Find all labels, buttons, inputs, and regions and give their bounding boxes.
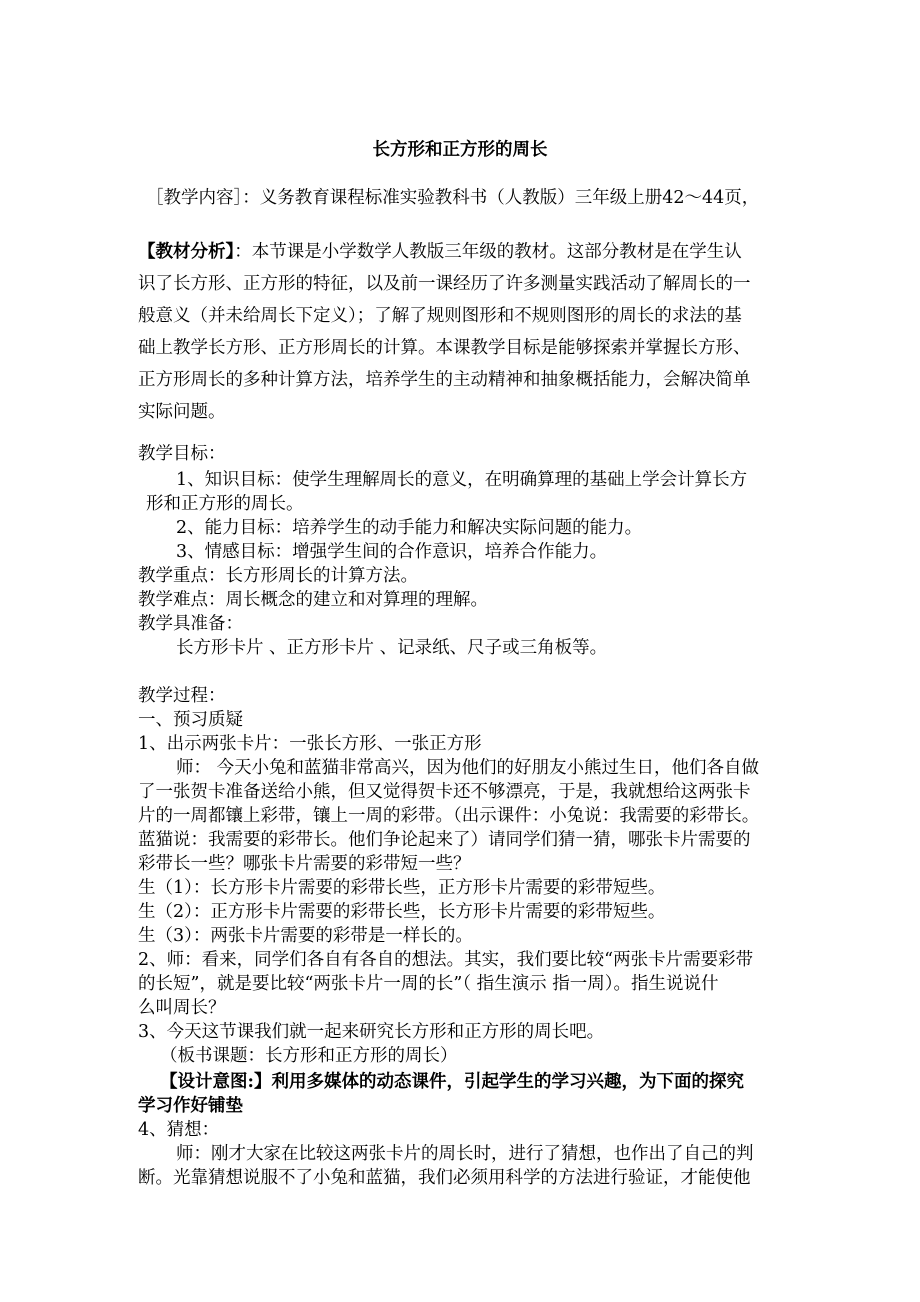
analysis-line-5: 正方形周长的多种计算方法，培养学生的主动精神和抽象概括能力，会解决简单 (138, 370, 751, 390)
teacher-line-4: 蓝猫说：我需要的彩带长。他们争论起来了）请同学们猜一猜，哪张卡片需要的 (138, 830, 751, 850)
analysis-label: 【教材分析】 (138, 242, 235, 262)
step-2-line-1: 2、师：看来，同学们各自有各自的想法。其实，我们要比较“两张卡片需要彩带 (138, 950, 754, 970)
step-4: 4、猜想： (138, 1120, 220, 1140)
materials-list: 长方形卡片 、正方形卡片 、记录纸、尺子或三角板等。 (176, 638, 608, 658)
document-title: 长方形和正方形的周长 (372, 140, 548, 160)
guess-line-1: 师：刚才大家在比较这两张卡片的周长时，进行了猜想，也作出了自己的判 (176, 1144, 754, 1164)
guess-line-2: 断。光靠猜想说服不了小兔和蓝猫，我们必须用科学的方法进行验证，才能使他 (138, 1168, 751, 1188)
goal-ability: 2、能力目标：培养学生的动手能力和解决实际问题的能力。 (176, 518, 643, 538)
student-answer-3: 生（3）：两张卡片需要的彩带是一样长的。 (138, 926, 473, 946)
analysis-line-3: 般意义（并未给周长下定义）；了解了规则图形和不规则图形的周长的求法的基 (138, 306, 742, 326)
goals-heading: 教学目标： (138, 444, 226, 464)
process-heading: 教学过程： (138, 686, 226, 706)
analysis-line-2: 识了长方形、正方形的特征，以及前一课经历了许多测量实践活动了解周长的一 (138, 274, 751, 294)
student-answer-1: 生（1）：长方形卡片需要的彩带长些，正方形卡片需要的彩带短些。 (138, 878, 666, 898)
section-preview: 一、预习质疑 (138, 710, 243, 730)
teaching-focus: 教学重点：长方形周长的计算方法。 (138, 566, 418, 586)
teacher-line-3: 片的一周都镶上彩带，镶上一周的彩带。（出示课件：小兔说：我需要的彩带长。 (138, 806, 760, 826)
teacher-line-1: 师： 今天小兔和蓝猫非常高兴，因为他们的好朋友小熊过生日，他们各自做 (176, 758, 760, 778)
design-intent-line-1: 【设计意图:】利用多媒体的动态课件，引起学生的学习兴趣，为下面的探究 (160, 1072, 744, 1092)
step-1: 1、出示两张卡片：一张长方形、一张正方形 (138, 734, 482, 754)
design-intent-line-2: 学习作好铺垫 (138, 1096, 243, 1116)
teacher-line-2: 了一张贺卡准备送给小熊，但又觉得贺卡还不够漂亮，于是，我就想给这两张卡 (138, 782, 751, 802)
teaching-difficulty: 教学难点：周长概念的建立和对算理的理解。 (138, 590, 488, 610)
analysis-line-1: 【教材分析】：本节课是小学数学人教版三年级的教材。这部分教材是在学生认 (138, 242, 742, 262)
student-answer-2: 生（2）：正方形卡片需要的彩带长些，长方形卡片需要的彩带短些。 (138, 902, 666, 922)
materials-heading: 教学具准备： (138, 614, 243, 634)
analysis-line-6: 实际问题。 (138, 402, 226, 422)
step-2-line-3: 么叫周长？ (138, 998, 226, 1018)
board-title: （板书课题：长方形和正方形的周长） (160, 1046, 458, 1066)
step-3: 3、今天这节课我们就一起来研究长方形和正方形的周长吧。 (138, 1022, 605, 1042)
teaching-content: ［教学内容］：义务教育课程标准实验教科书（人教版）三年级上册42～44页， (146, 188, 760, 208)
step-2-line-2: 的长短”，就是要比较“两张卡片一周的长”（ 指生演示 指一周）。指生说说什 (138, 974, 719, 994)
goal-emotion: 3、情感目标：增强学生间的合作意识，培养合作能力。 (176, 542, 608, 562)
goal-knowledge-cont: 形和正方形的周长。 (146, 494, 304, 514)
goal-knowledge: 1、知识目标：使学生理解周长的意义，在明确算理的基础上学会计算长方 (176, 470, 748, 490)
analysis-line-4: 础上教学长方形、正方形周长的计算。本课教学目标是能够探索并掌握长方形、 (138, 338, 751, 358)
teacher-line-5: 彩带长一些？哪张卡片需要的彩带短一些？ (138, 854, 471, 874)
